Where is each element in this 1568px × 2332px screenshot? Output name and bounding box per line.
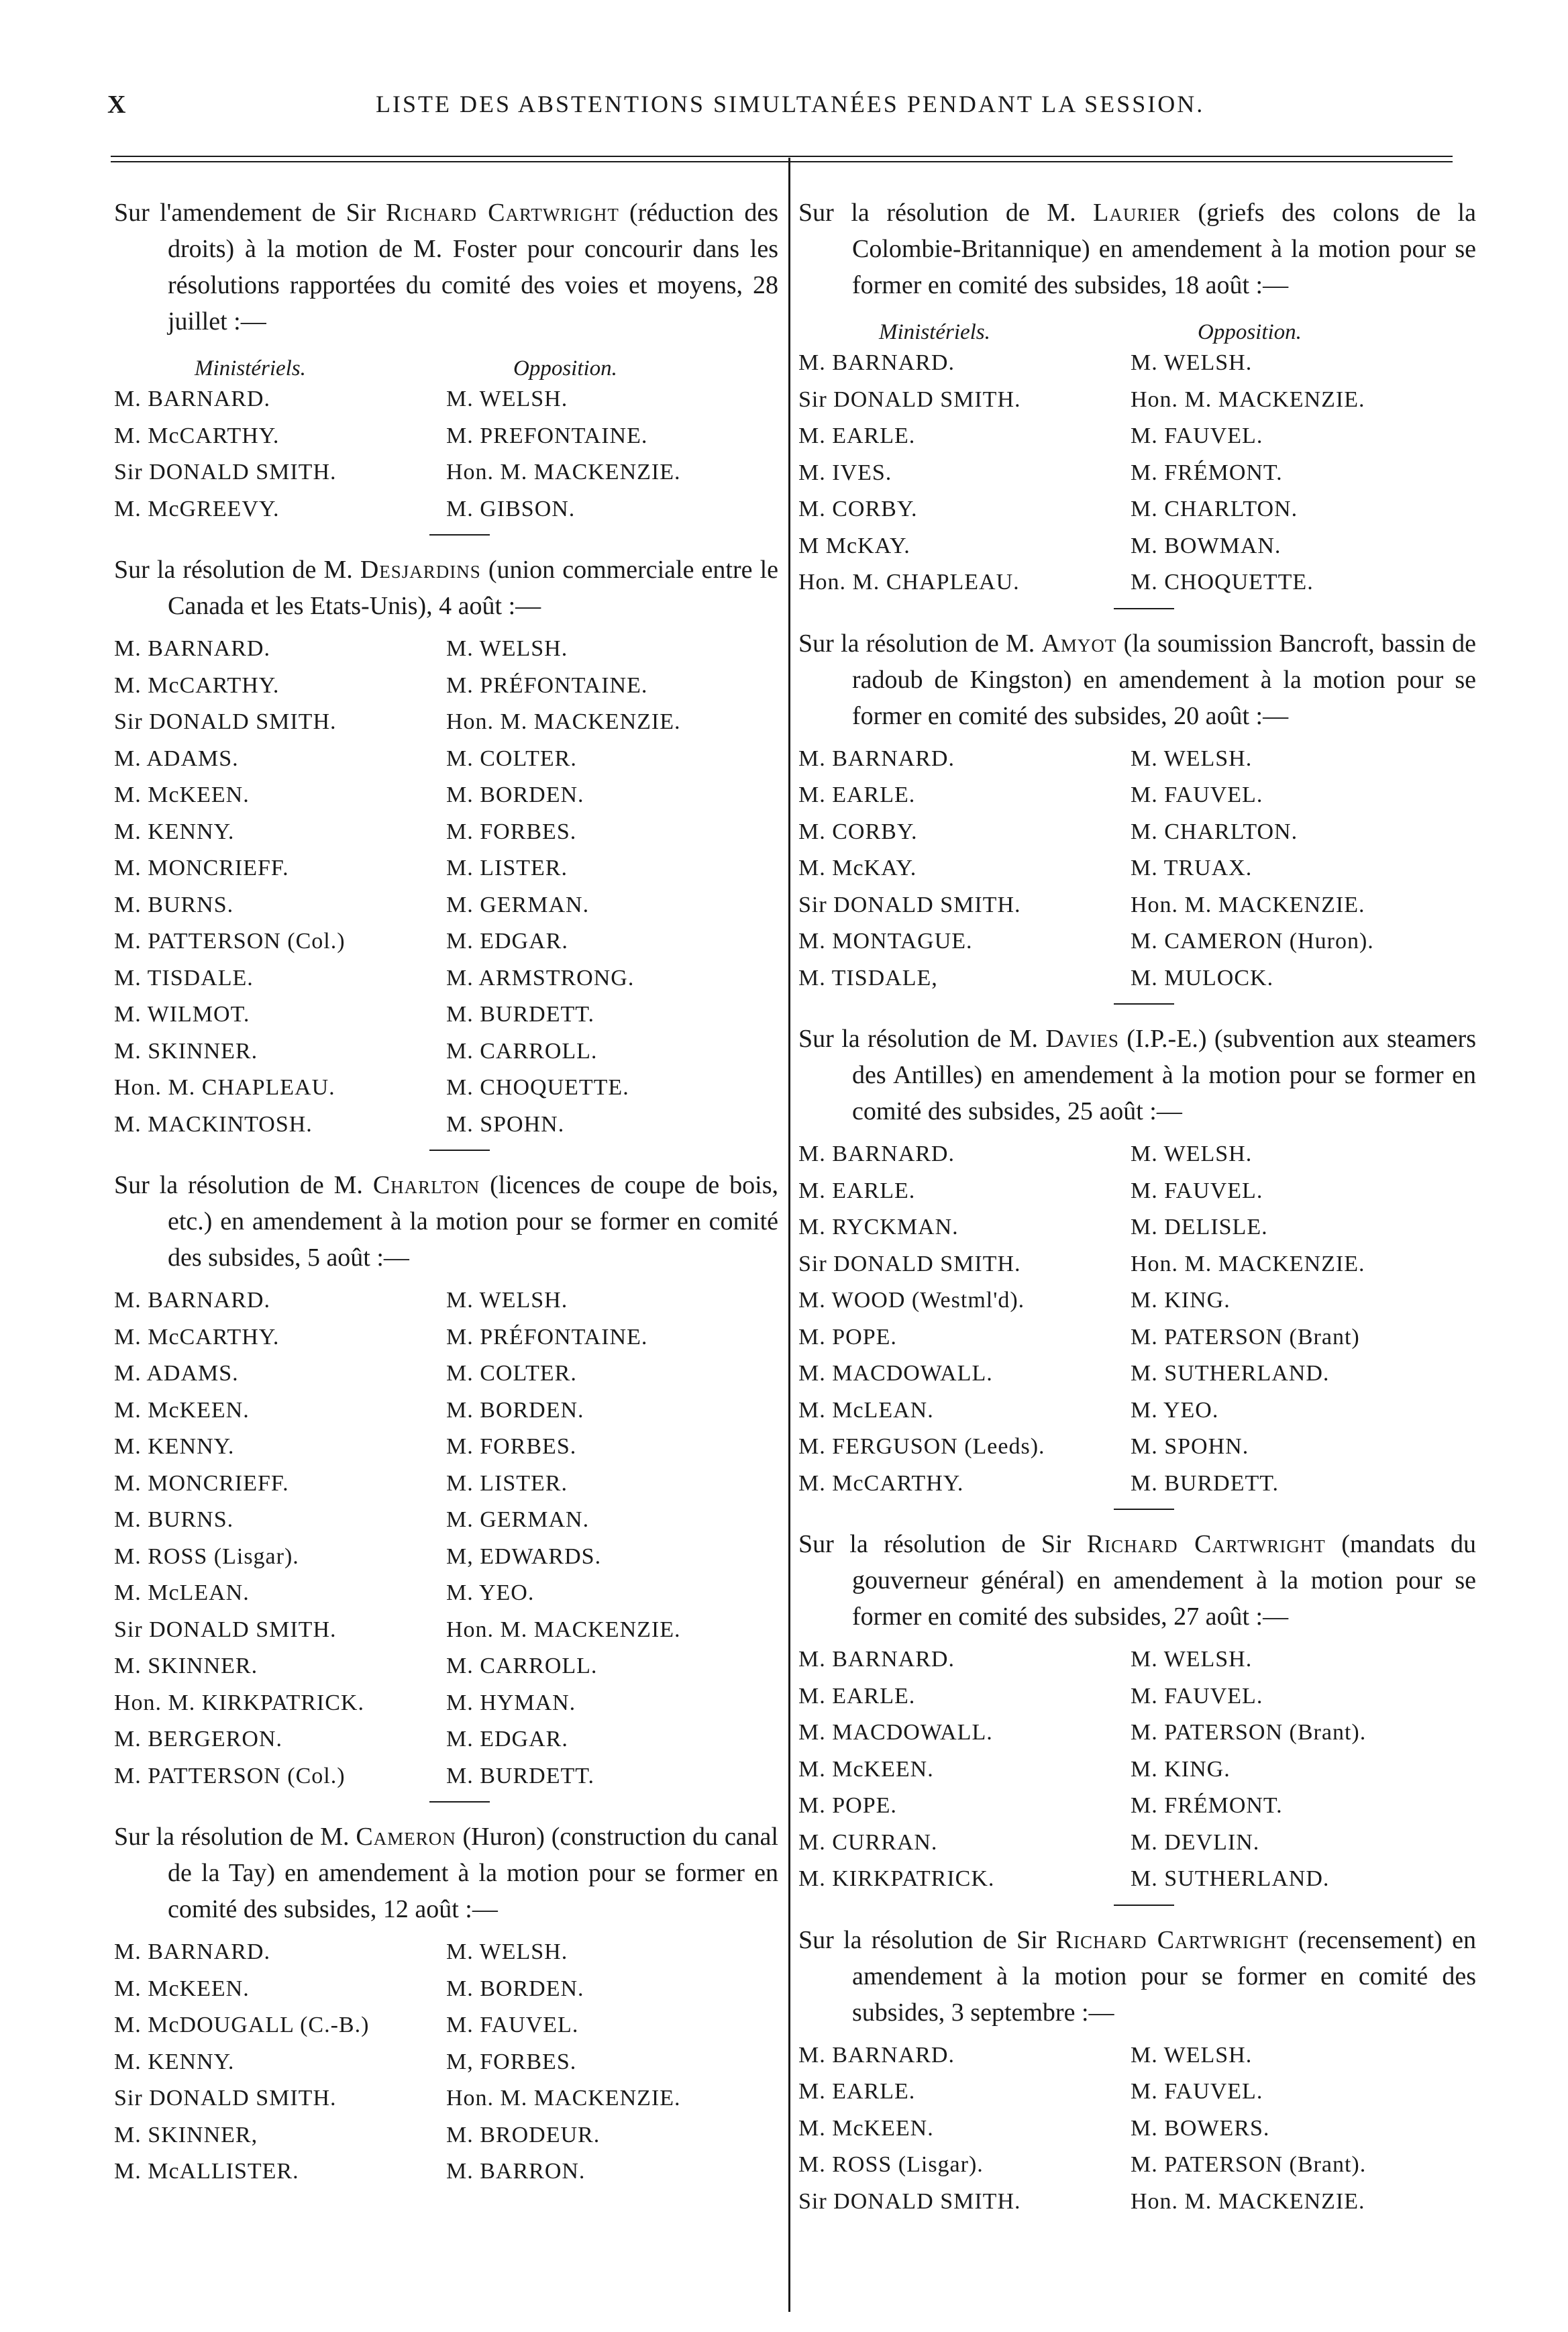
ministeriel-member: M. SKINNER,: [114, 2122, 258, 2147]
ministeriel-member: M. TISDALE.: [114, 965, 254, 991]
motion-mover: Richard Cartwright: [386, 199, 619, 227]
opposition-member: M. SPOHN.: [1131, 1434, 1249, 1460]
opposition-member: M. BRODEUR.: [446, 2122, 600, 2147]
paired-row: [798, 1173, 1476, 1210]
paired-row: [798, 1246, 1476, 1283]
ministeriel-member: M. BARNARD.: [114, 387, 270, 412]
opposition-member: M. WELSH.: [446, 1939, 568, 1965]
ministeriel-member: M. McLEAN.: [114, 1580, 250, 1606]
left-column: [114, 195, 778, 2207]
ministeriel-member: M. KENNY.: [114, 2049, 235, 2074]
ministeriel-member: M. FERGUSON (Leeds).: [798, 1434, 1045, 1460]
opposition-member: M. CHARLTON.: [1131, 497, 1298, 522]
paired-row: [114, 814, 778, 851]
ministeriel-member: M. PATTERSON (Col.): [114, 1763, 346, 1788]
ministeriel-member: M. WOOD (Westml'd).: [798, 1288, 1025, 1313]
paired-row: [798, 2074, 1476, 2111]
opposition-member: M. WELSH.: [1131, 2042, 1253, 2068]
opposition-member: M. CAMERON (Huron).: [1131, 929, 1374, 954]
ministeriel-member: M. ADAMS.: [114, 746, 239, 771]
ministeriel-member: M. KENNY.: [114, 819, 235, 844]
motion-description: (réduction des droits) à la motion de M. Foster pour concourir dans les résolutions rapportées du comité des voies et moyens, 28 juillet :—: [168, 199, 778, 336]
opposition-member: M. PATERSON (Brant).: [1131, 1720, 1367, 1745]
paired-row: [798, 1429, 1476, 1466]
motion-text: [114, 1819, 778, 1927]
motion-mover: Laurier: [1093, 199, 1181, 227]
opposition-member: Hon. M. MACKENZIE.: [1131, 387, 1365, 412]
motion-description: (griefs des colons de la Colombie-Britannique) en amendement à la motion pour se former en comité des subsides, 18 août :—: [852, 199, 1476, 299]
paired-row: [798, 887, 1476, 924]
ministeriel-member: M. CURRAN.: [798, 1829, 938, 1855]
motion-text: [114, 1167, 778, 1276]
paired-row: [114, 1502, 778, 1539]
motion-text: [114, 195, 778, 340]
header-rule-top: [111, 156, 1453, 157]
motion-mover: Amyot: [1041, 629, 1117, 658]
motion-prefix: Sur l'amendement de Sir: [114, 199, 386, 227]
motion-prefix: Sur la résolution de M.: [114, 556, 360, 584]
ministeriel-member: Sir DONALD SMITH.: [798, 892, 1021, 917]
paired-row: [114, 1319, 778, 1356]
paired-row: [798, 741, 1476, 778]
ministeriel-member: M. BERGERON.: [114, 1727, 282, 1752]
ministeriel-member: M. PATTERSON (Col.): [114, 929, 346, 954]
paired-row: [114, 1282, 778, 1319]
section-separator: [1114, 1003, 1174, 1005]
opposition-member: M. TRUAX.: [1131, 856, 1253, 881]
ministeriel-member: M. McKEEN.: [114, 1976, 250, 2001]
ministeriel-member: M. McALLISTER.: [114, 2159, 299, 2184]
ministeriel-member: M. McLEAN.: [798, 1397, 934, 1423]
opposition-member: M. SPOHN.: [446, 1111, 565, 1137]
ministeriel-member: M. MONCRIEFF.: [114, 1470, 289, 1496]
paired-row: [798, 345, 1476, 382]
motion-text: [798, 625, 1476, 734]
opposition-member: M. BORDEN.: [446, 782, 584, 808]
ministeriel-member: Hon. M. CHAPLEAU.: [114, 1075, 335, 1101]
ministeriel-member: M. McKEEN.: [798, 1756, 934, 1782]
opposition-member: M. FAUVEL.: [1131, 423, 1263, 449]
opposition-member: M. WELSH.: [446, 1288, 568, 1313]
opposition-member: Hon. M. MACKENZIE.: [446, 460, 681, 485]
opposition-member: M. BORDEN.: [446, 1397, 584, 1423]
opposition-member: M. WELSH.: [1131, 350, 1253, 376]
ministeriel-member: M. EARLE.: [798, 2079, 916, 2105]
paired-row: [114, 418, 778, 455]
ministeriel-member: M. McKEEN.: [798, 2115, 934, 2141]
ministeriel-member: M. POPE.: [798, 1324, 897, 1350]
paired-row: [798, 1788, 1476, 1825]
opposition-member: M. KING.: [1131, 1756, 1231, 1782]
paired-row: [114, 454, 778, 491]
ministeriel-member: M. MONCRIEFF.: [114, 856, 289, 881]
motion-mover: Richard Cartwright: [1055, 1925, 1289, 1954]
opposition-member: M. YEO.: [446, 1580, 535, 1606]
opposition-member: M. FAUVEL.: [446, 2013, 579, 2038]
ministeriel-member: M. MONTAGUE.: [798, 929, 973, 954]
motion-description: (I.P.-E.) (subvention aux steamers des Antilles) en amendement à la motion pour se former en comité des subsides, 25 août :—: [852, 1025, 1476, 1125]
ministeriel-member: M. ROSS (Lisgar).: [114, 1543, 299, 1569]
opposition-member: M. DEVLIN.: [1131, 1829, 1260, 1855]
opposition-member: M. CARROLL.: [446, 1038, 598, 1064]
paired-row: [114, 1033, 778, 1070]
paired-row: [798, 1861, 1476, 1898]
paired-row: [798, 1825, 1476, 1862]
motion-description: (Huron) (construction du canal de la Tay) en amendement à la motion pour se former en comité des subsides, 12 août :—: [168, 1823, 778, 1923]
paired-row: [114, 777, 778, 814]
paired-row: [798, 1319, 1476, 1356]
heading-ministeriels: Ministériels.: [879, 320, 990, 344]
motion-mover: Desjardins: [360, 556, 481, 584]
paired-row: [114, 1575, 778, 1612]
ministeriel-member: M. McCARTHY.: [114, 423, 280, 448]
section-separator: [1114, 1905, 1174, 1906]
paired-row: [798, 2111, 1476, 2147]
ministeriel-member: M. MACDOWALL.: [798, 1720, 993, 1745]
ministeriel-member: M. McCARTHY.: [114, 672, 280, 698]
motion-mover: Charlton: [372, 1171, 480, 1199]
opposition-member: M. PATERSON (Brant).: [1131, 2152, 1367, 2178]
motion-text: [798, 1021, 1476, 1129]
opposition-member: M. COLTER.: [446, 1361, 577, 1386]
motion-mover: Richard Cartwright: [1086, 1530, 1326, 1558]
ministeriel-member: Hon. M. KIRKPATRICK.: [114, 1690, 364, 1715]
opposition-member: M. CHOQUETTE.: [446, 1075, 629, 1101]
paired-row: [114, 997, 778, 1033]
paired-row: [798, 850, 1476, 887]
opposition-member: M. CARROLL.: [446, 1654, 598, 1679]
motion-prefix: Sur la résolution de M.: [114, 1171, 373, 1199]
paired-row: [114, 1758, 778, 1795]
opposition-member: M. BOWMAN.: [1131, 533, 1282, 558]
paired-row: [114, 2153, 778, 2190]
vote-section: [798, 625, 1476, 1005]
paired-row: [114, 1429, 778, 1466]
opposition-member: M. DELISLE.: [1131, 1215, 1268, 1240]
motion-prefix: Sur la résolution de Sir: [798, 1925, 1056, 1954]
header-rule-bottom: [111, 161, 1453, 162]
opposition-member: Hon. M. MACKENZIE.: [1131, 892, 1365, 917]
ministeriel-member: M. EARLE.: [798, 782, 916, 808]
paired-row: [798, 564, 1476, 601]
motion-prefix: Sur la résolution de M.: [798, 1025, 1046, 1053]
motion-prefix: Sur la résolution de Sir: [798, 1530, 1087, 1558]
paired-row: [798, 1282, 1476, 1319]
opposition-member: M. FRÉMONT.: [1131, 1793, 1283, 1819]
opposition-member: M. GERMAN.: [446, 1507, 590, 1533]
paired-row: [798, 1641, 1476, 1678]
opposition-member: M. BURDETT.: [446, 1002, 594, 1027]
heading-opposition: Opposition.: [513, 356, 617, 381]
paired-row: [798, 1209, 1476, 1246]
ministeriel-member: M. ROSS (Lisgar).: [798, 2152, 984, 2178]
paired-row: [798, 1136, 1476, 1173]
paired-row: [114, 1721, 778, 1758]
ministeriel-member: M. BARNARD.: [798, 746, 955, 771]
paired-row: [114, 1934, 778, 1971]
opposition-member: M. GERMAN.: [446, 892, 590, 917]
paired-row: [114, 1466, 778, 1503]
ministeriel-member: M. BARNARD.: [798, 350, 955, 376]
ministeriel-member: M. BARNARD.: [798, 1647, 955, 1672]
opposition-member: M. WELSH.: [446, 387, 568, 412]
ministeriel-member: M. McKEEN.: [114, 1397, 250, 1423]
paired-row: [798, 2184, 1476, 2221]
paired-row: [114, 1612, 778, 1649]
ministeriel-member: Sir DONALD SMITH.: [798, 387, 1021, 412]
opposition-member: M. BURDETT.: [1131, 1470, 1279, 1496]
motion-text: [114, 552, 778, 624]
opposition-member: M. FORBES.: [446, 1434, 577, 1460]
vote-section: [798, 195, 1476, 609]
ministeriel-member: M. MACKINTOSH.: [114, 1111, 313, 1137]
section-separator: [1114, 608, 1174, 609]
ministeriel-member: M. McKEEN.: [114, 782, 250, 808]
opposition-member: M. WELSH.: [1131, 1647, 1253, 1672]
opposition-member: M. PRÉFONTAINE.: [446, 1324, 648, 1350]
heading-ministeriels: Ministériels.: [195, 356, 306, 381]
ministeriel-member: Sir DONALD SMITH.: [798, 1251, 1021, 1276]
paired-row: [114, 381, 778, 418]
opposition-member: M. FRÉMONT.: [1131, 460, 1283, 485]
page-number: X: [107, 91, 126, 119]
column-divider: [788, 158, 790, 2312]
ministeriel-member: M. BURNS.: [114, 1507, 234, 1533]
paired-row: [114, 2080, 778, 2117]
ministeriel-member: M. POPE.: [798, 1793, 897, 1819]
section-separator: [429, 534, 490, 536]
ministeriel-member: M. CORBY.: [798, 497, 918, 522]
opposition-member: M. FORBES.: [446, 819, 577, 844]
ministeriel-member: M. ADAMS.: [114, 1361, 239, 1386]
opposition-member: Hon. M. MACKENZIE.: [1131, 2188, 1365, 2214]
opposition-member: M. BURDETT.: [446, 1763, 594, 1788]
opposition-member: M. WELSH.: [1131, 746, 1253, 771]
ministeriel-member: M. McDOUGALL (C.-B.): [114, 2013, 370, 2038]
opposition-member: M. WELSH.: [1131, 1142, 1253, 1167]
opposition-member: M. YEO.: [1131, 1397, 1219, 1423]
heading-opposition: Opposition.: [1198, 320, 1302, 344]
motion-description: (licences de coupe de bois, etc.) en amendement à la motion pour se former en comité des subsides, 5 août :—: [168, 1171, 778, 1272]
paired-row: [114, 1648, 778, 1685]
ministeriel-member: M. CORBY.: [798, 819, 918, 844]
ministeriel-member: M. MACDOWALL.: [798, 1361, 993, 1386]
ministeriel-member: M. SKINNER.: [114, 1038, 258, 1064]
vote-section: [798, 1526, 1476, 1906]
paired-row: [114, 2044, 778, 2081]
paired-row: [798, 455, 1476, 492]
opposition-member: M. FAUVEL.: [1131, 782, 1263, 808]
opposition-member: M. CHARLTON.: [1131, 819, 1298, 844]
opposition-member: M, FORBES.: [446, 2049, 577, 2074]
opposition-member: M. MULOCK.: [1131, 965, 1274, 991]
motion-prefix: Sur la résolution de M.: [798, 629, 1042, 658]
paired-row: [798, 2147, 1476, 2184]
paired-row: [798, 1356, 1476, 1392]
ministeriel-member: M. McCARTHY.: [114, 1324, 280, 1350]
vote-section: [798, 1922, 1476, 2221]
ministeriel-member: Sir DONALD SMITH.: [114, 709, 337, 735]
motion-prefix: Sur la résolution de M.: [114, 1823, 356, 1851]
opposition-member: M. BARRON.: [446, 2159, 586, 2184]
motion-description: (union commerciale entre le Canada et les Etats-Unis), 4 août :—: [168, 556, 778, 620]
paired-row: [798, 1715, 1476, 1752]
opposition-member: M. BORDEN.: [446, 1976, 584, 2001]
paired-row: [114, 923, 778, 960]
opposition-member: Hon. M. MACKENZIE.: [446, 1617, 681, 1642]
section-separator: [1114, 1509, 1174, 1510]
vote-section: [114, 1819, 778, 2190]
ministeriel-member: M. BARNARD.: [798, 1142, 955, 1167]
ministeriel-member: M. BARNARD.: [114, 1939, 270, 1965]
ministeriel-member: M McKAY.: [798, 533, 910, 558]
opposition-member: M. SUTHERLAND.: [1131, 1361, 1330, 1386]
paired-row: [114, 1971, 778, 2008]
opposition-member: M. EDGAR.: [446, 1727, 568, 1752]
motion-mover: Davies: [1045, 1025, 1119, 1053]
section-separator: [429, 1801, 490, 1803]
motion-description: (mandats du gouverneur général) en amendement à la motion pour se former en comité des subsides, 27 août :—: [852, 1530, 1476, 1631]
paired-row: [798, 382, 1476, 419]
running-title: LISTE DES ABSTENTIONS SIMULTANÉES PENDANT LA SESSION.: [376, 91, 1205, 117]
paired-row: [798, 528, 1476, 565]
paired-row: [798, 814, 1476, 851]
opposition-member: Hon. M. MACKENZIE.: [1131, 1251, 1365, 1276]
paired-row: [798, 777, 1476, 814]
ministeriel-member: M. IVES.: [798, 460, 892, 485]
ministeriel-member: M. McKAY.: [798, 856, 917, 881]
paired-row: [798, 960, 1476, 997]
opposition-member: M. LISTER.: [446, 856, 568, 881]
opposition-member: M. PATERSON (Brant): [1131, 1324, 1360, 1350]
ministeriel-member: M. BURNS.: [114, 892, 234, 917]
ministeriel-member: Sir DONALD SMITH.: [114, 460, 337, 485]
opposition-member: M. ARMSTRONG.: [446, 965, 635, 991]
opposition-member: M. WELSH.: [446, 636, 568, 662]
motion-mover: Cameron: [356, 1823, 456, 1851]
opposition-member: M. SUTHERLAND.: [1131, 1866, 1330, 1892]
ministeriel-member: M. BARNARD.: [798, 2042, 955, 2068]
paired-row: [114, 491, 778, 528]
column-headings: [114, 346, 778, 381]
paired-row: [798, 1392, 1476, 1429]
ministeriel-member: M. McCARTHY.: [798, 1470, 964, 1496]
section-separator: [429, 1150, 490, 1151]
ministeriel-member: M. BARNARD.: [114, 636, 270, 662]
paired-row: [798, 418, 1476, 455]
paired-row: [114, 668, 778, 705]
ministeriel-member: M. RYCKMAN.: [798, 1215, 959, 1240]
opposition-member: M. HYMAN.: [446, 1690, 576, 1715]
paired-row: [114, 704, 778, 741]
paired-row: [798, 1752, 1476, 1788]
column-headings: [798, 310, 1476, 345]
ministeriel-member: Hon. M. CHAPLEAU.: [798, 570, 1020, 595]
motion-text: [798, 1526, 1476, 1635]
paired-row: [114, 741, 778, 778]
ministeriel-member: Sir DONALD SMITH.: [114, 2086, 337, 2111]
motion-text: [798, 1922, 1476, 2031]
ministeriel-member: M. BARNARD.: [114, 1288, 270, 1313]
paired-row: [114, 1070, 778, 1107]
paired-row: [798, 1466, 1476, 1503]
opposition-member: Hon. M. MACKENZIE.: [446, 709, 681, 735]
ministeriel-member: M. EARLE.: [798, 423, 916, 449]
opposition-member: M. KING.: [1131, 1288, 1231, 1313]
vote-section: [798, 1021, 1476, 1510]
paired-row: [798, 2037, 1476, 2074]
opposition-member: M. LISTER.: [446, 1470, 568, 1496]
opposition-member: M. FAUVEL.: [1131, 2079, 1263, 2105]
motion-description: (recensement) en amendement à la motion pour se former en comité des subsides, 3 septembre :—: [852, 1925, 1476, 2027]
opposition-member: M. EDGAR.: [446, 929, 568, 954]
vote-section: [114, 1167, 778, 1803]
ministeriel-member: M. EARLE.: [798, 1178, 916, 1203]
ministeriel-member: M. EARLE.: [798, 1683, 916, 1709]
right-column: [798, 195, 1476, 2236]
opposition-member: M, EDWARDS.: [446, 1543, 602, 1569]
paired-row: [798, 1678, 1476, 1715]
opposition-member: M. BOWERS.: [1131, 2115, 1270, 2141]
motion-text: [798, 195, 1476, 303]
ministeriel-member: M. WILMOT.: [114, 1002, 250, 1027]
paired-row: [114, 1539, 778, 1576]
paired-row: [114, 850, 778, 887]
opposition-member: M. FAUVEL.: [1131, 1178, 1263, 1203]
paired-row: [114, 631, 778, 668]
paired-row: [114, 960, 778, 997]
opposition-member: M. GIBSON.: [446, 496, 576, 521]
paired-row: [114, 2117, 778, 2154]
opposition-member: M. FAUVEL.: [1131, 1683, 1263, 1709]
opposition-member: Hon. M. MACKENZIE.: [446, 2086, 681, 2111]
opposition-member: M. PREFONTAINE.: [446, 423, 648, 448]
opposition-member: M. COLTER.: [446, 746, 577, 771]
paired-row: [114, 1356, 778, 1392]
paired-row: [114, 2007, 778, 2044]
opposition-member: M. PRÉFONTAINE.: [446, 672, 648, 698]
ministeriel-member: M. TISDALE,: [798, 965, 938, 991]
ministeriel-member: Sir DONALD SMITH.: [798, 2188, 1021, 2214]
opposition-member: M. CHOQUETTE.: [1131, 570, 1314, 595]
vote-section: [114, 552, 778, 1151]
paired-row: [114, 1107, 778, 1144]
paired-row: [114, 1685, 778, 1722]
ministeriel-member: M. KIRKPATRICK.: [798, 1866, 995, 1892]
ministeriel-member: M. McGREEVY.: [114, 496, 280, 521]
paired-row: [798, 491, 1476, 528]
paired-row: [114, 1392, 778, 1429]
vote-section: [114, 195, 778, 536]
ministeriel-member: M. SKINNER.: [114, 1654, 258, 1679]
ministeriel-member: M. KENNY.: [114, 1434, 235, 1460]
paired-row: [798, 923, 1476, 960]
ministeriel-member: Sir DONALD SMITH.: [114, 1617, 337, 1642]
motion-prefix: Sur la résolution de M.: [798, 199, 1094, 227]
motion-description: (la soumission Bancroft, bassin de radoub de Kingston) en amendement à la motion pour se former en comité des subsides, 20 août :—: [852, 629, 1476, 730]
paired-row: [114, 887, 778, 924]
